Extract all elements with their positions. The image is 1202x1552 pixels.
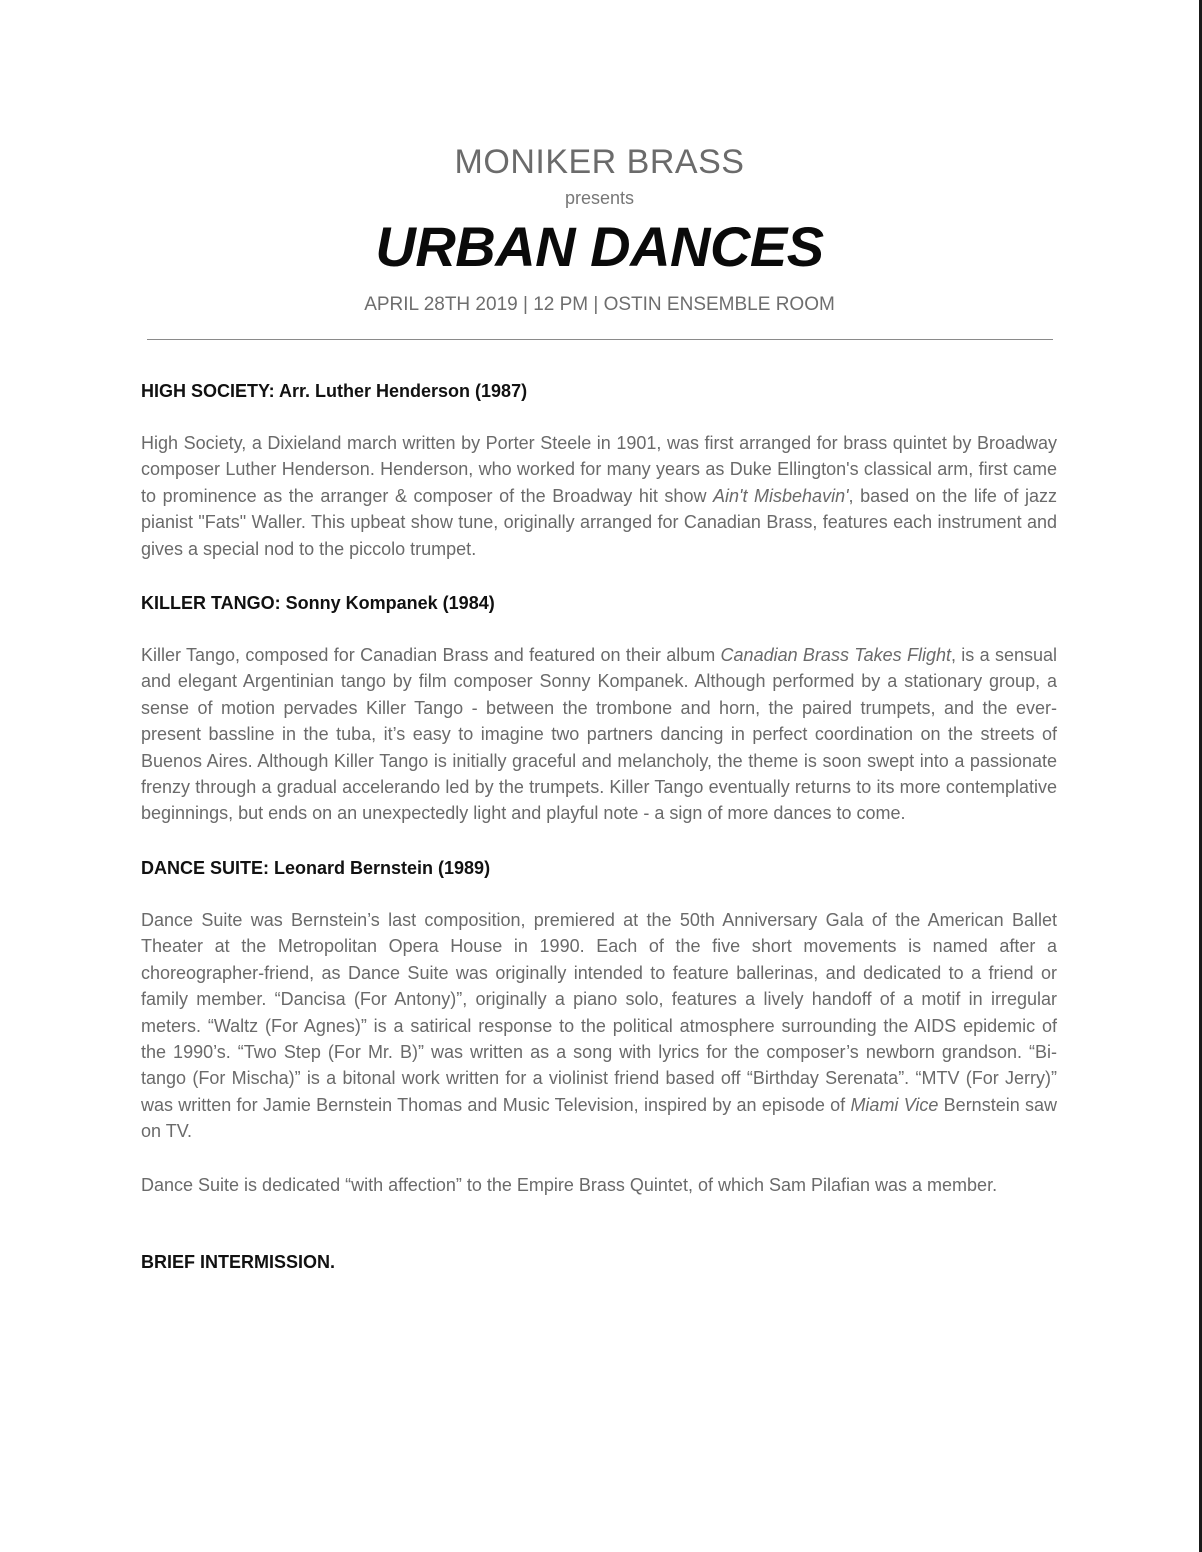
section-heading: HIGH SOCIETY: Arr. Luther Henderson (1987) xyxy=(141,381,528,401)
tv-show-title: Miami Vice xyxy=(850,1094,939,1115)
section-heading: DANCE SUITE: Leonard Bernstein (1989) xyxy=(141,857,491,878)
show-title: Ain't Misbehavin' xyxy=(713,485,849,506)
album-title: Canadian Brass Takes Flight xyxy=(720,645,951,666)
program-header xyxy=(0,140,1199,320)
paragraph-text: High Society, a Dixieland march written by Porter Steele in 1901, was first arranged for brass quintet by Broadway composer Luther Henderson. Henderson, who worked for many years as Duke Ellington's classical arm, first came to prominence as the arranger & composer of the Broadway hit show xyxy=(141,433,1057,506)
program-notes xyxy=(141,377,1057,1276)
ensemble-name: MONIKER BRASS xyxy=(454,143,745,181)
section-paragraph xyxy=(141,642,1057,827)
paragraph-text: Killer Tango, composed for Canadian Brass and featured on their album xyxy=(141,645,721,666)
section-paragraph xyxy=(141,430,1057,562)
paragraph-text: , based on the life of jazz pianist "Fats" Waller. This upbeat show tune, originally arranged for Canadian Brass, features each instrument and gives a special nod to the piccolo trumpet. xyxy=(141,485,1058,559)
section-paragraph xyxy=(141,907,1057,1145)
intermission-note: BRIEF INTERMISSION. xyxy=(141,1251,336,1272)
concert-dateline: APRIL 28TH 2019 | 12 PM | OSTIN ENSEMBLE ROOM xyxy=(364,294,835,315)
section-dance-suite xyxy=(141,854,1057,1198)
section-high-society xyxy=(141,377,1057,562)
paragraph-text: Dance Suite was Bernstein’s last composition, premiered at the 50th Anniversary Gala of the American Ballet Theater at the Metropolitan Opera House in 1990. Each of the five short movements is named after a choreographer-friend, as Dance Suite was originally intended to feature ballerinas, and dedicated to a friend or family member. “Dancisa (For Antony)”, originally a piano solo, features a lively handoff of a motif in irregular meters. “Waltz (For Agnes)” is a satirical response to the political atmosphere surrounding the AIDS epidemic of the 1990’s. “Two Step (For Mr. B)” was written as a song with lyrics for the composer’s newborn grandson. “Bi-tango (For Mischa)” is a bitonal work written for a violinist friend based off “Birthday Serenata”. “MTV (For Jerry)” was written for Jamie Bernstein Thomas and Music Television, inspired by an episode of xyxy=(141,909,1057,1115)
paragraph-text: Bernstein saw on TV. xyxy=(141,1094,1057,1142)
paragraph-text: , is a sensual and elegant Argentinian tango by film composer Sonny Kompanek. Although performed by a stationary group, a sense of motion pervades Killer Tango - between the trombone and horn, the paired trumpets, and the ever-present bassline in the tuba, it’s easy to imagine two partners dancing in perfect coordination on the streets of Buenos Aires. Although Killer Tango is initially graceful and melancholy, the theme is soon swept into a passionate frenzy through a gradual accelerando led by the trumpets. Killer Tango eventually returns to its more contemplative beginnings, but ends on an unexpectedly light and playful note - a sign of more dances to come. xyxy=(141,645,1057,824)
header-divider xyxy=(147,339,1053,340)
concert-title: URBAN DANCES xyxy=(375,215,824,278)
dedication-paragraph: Dance Suite is dedicated “with affection” to the Empire Brass Quintet, of which Sam Pilafian was a member. xyxy=(141,1174,998,1195)
section-heading: KILLER TANGO: Sonny Kompanek (1984) xyxy=(141,593,495,614)
section-killer-tango xyxy=(141,589,1057,827)
presents-label: presents xyxy=(564,188,635,208)
